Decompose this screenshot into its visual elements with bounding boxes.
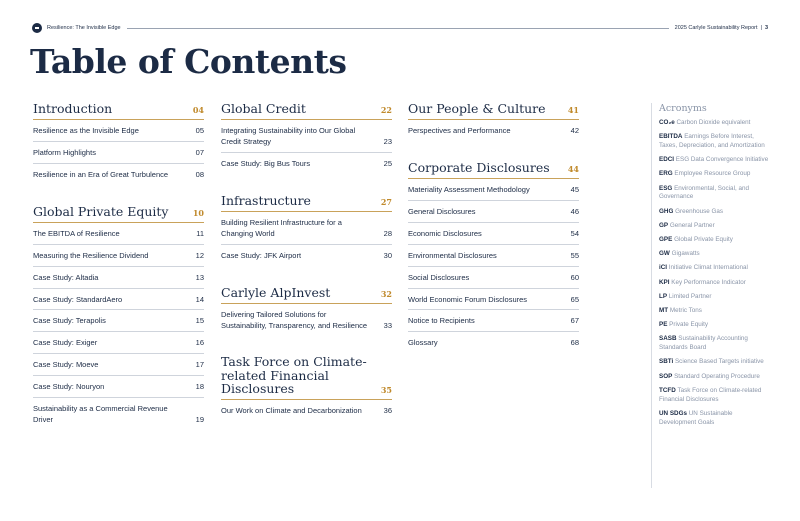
entry-title: Our Work on Climate and Decarbonization bbox=[221, 405, 362, 415]
entry-page-number: 25 bbox=[383, 158, 392, 168]
acronym-abbr: PE bbox=[659, 321, 668, 329]
acronym-definition: Standard Operating Procedure bbox=[674, 372, 760, 380]
header-rule bbox=[127, 28, 669, 29]
toc-entry[interactable] bbox=[221, 400, 392, 421]
report-section-title: Resilience: The Invisible Edge bbox=[47, 25, 121, 31]
acronym-definition: Task Force on Climate-related Financial Disclosures bbox=[659, 386, 762, 403]
acronym-item bbox=[659, 307, 769, 316]
toc-entry[interactable] bbox=[221, 212, 392, 245]
acronyms-list bbox=[659, 119, 769, 428]
section-title: Our People & Culture bbox=[408, 101, 546, 116]
acronym-abbr: MT bbox=[659, 307, 669, 315]
entry-page-number: 68 bbox=[570, 338, 579, 348]
section-page-number: 32 bbox=[380, 288, 392, 299]
acronym-item bbox=[659, 293, 769, 302]
entry-title: Social Disclosures bbox=[408, 272, 470, 282]
acronym-item bbox=[659, 250, 769, 259]
toc-entry[interactable] bbox=[221, 304, 392, 336]
toc-entry[interactable] bbox=[33, 120, 204, 142]
section-heading[interactable] bbox=[408, 102, 579, 120]
acronyms-title: Acronyms bbox=[659, 103, 707, 114]
entry-title: Case Study: Moeve bbox=[33, 360, 99, 370]
section-heading[interactable] bbox=[33, 205, 204, 223]
acronym-definition: Key Performance Indicator bbox=[671, 278, 746, 286]
entry-page-number: 23 bbox=[383, 137, 392, 146]
page-title: Table of Contents bbox=[30, 42, 347, 81]
toc-entry[interactable] bbox=[408, 201, 579, 223]
entry-title: Case Study: Big Bus Tours bbox=[221, 158, 311, 168]
entry-title: Delivering Tailored Solutions for Sustainability, Transparency, and Resilience bbox=[221, 309, 368, 330]
acronym-item bbox=[659, 358, 769, 367]
entry-title: Integrating Sustainability into Our Global Credit Strategy bbox=[221, 126, 356, 146]
acronym-item bbox=[659, 185, 769, 203]
acronym-item bbox=[659, 321, 769, 330]
carlyle-logo-icon bbox=[32, 23, 42, 33]
entry-page-number: 30 bbox=[383, 250, 392, 260]
acronym-definition: Global Private Equity bbox=[674, 236, 733, 244]
toc-entry[interactable] bbox=[33, 289, 204, 311]
toc-column-3 bbox=[408, 102, 579, 373]
acronym-definition: Environmental, Social, and Governance bbox=[659, 184, 749, 201]
acronym-abbr: UN SDGs bbox=[659, 409, 687, 417]
entry-title: Sustainability as a Commercial Revenue Driver bbox=[33, 403, 168, 424]
entry-title: World Economic Forum Disclosures bbox=[408, 294, 528, 304]
entry-title: Materiality Assessment Methodology bbox=[408, 185, 530, 195]
acronym-item bbox=[659, 208, 769, 217]
toc-entry[interactable] bbox=[408, 120, 579, 141]
entry-page-number: 54 bbox=[570, 228, 579, 238]
toc-entry[interactable] bbox=[33, 354, 204, 376]
entry-page-number: 55 bbox=[570, 250, 579, 260]
acronym-item bbox=[659, 387, 769, 405]
acronym-abbr: GPE bbox=[659, 236, 673, 244]
section-title: Introduction bbox=[33, 101, 113, 116]
entry-title: Glossary bbox=[408, 338, 438, 348]
toc-column-1 bbox=[33, 102, 204, 450]
acronym-abbr: EDCI bbox=[659, 156, 675, 164]
toc-entry[interactable] bbox=[408, 223, 579, 245]
entry-page-number: 07 bbox=[195, 148, 204, 157]
acronym-definition: Employee Resource Group bbox=[674, 170, 751, 178]
entry-title: Environmental Disclosures bbox=[408, 250, 497, 260]
entry-title: Case Study: StandardAero bbox=[33, 294, 123, 304]
acronym-item bbox=[659, 222, 769, 231]
section-page-number: 27 bbox=[380, 196, 392, 207]
section-heading[interactable] bbox=[221, 102, 392, 120]
acronym-definition: Sustainability Accounting Standards Board bbox=[659, 335, 748, 352]
toc-section-infrastructure bbox=[221, 194, 392, 266]
entry-title: Building Resilient Infrastructure for a Changing World bbox=[221, 217, 342, 238]
toc-entry[interactable] bbox=[33, 398, 204, 430]
toc-entry[interactable] bbox=[221, 153, 392, 174]
acronym-item bbox=[659, 133, 769, 151]
acronym-definition: Initiative Climat International bbox=[668, 264, 748, 272]
toc-entry[interactable] bbox=[408, 289, 579, 311]
acronym-abbr: TCFD bbox=[659, 386, 676, 394]
acronym-abbr: CO₂e bbox=[659, 119, 675, 126]
acronym-definition: General Partner bbox=[669, 221, 715, 229]
acronym-abbr: SBTi bbox=[659, 358, 674, 366]
toc-section-global-credit bbox=[221, 102, 392, 174]
entry-page-number: 11 bbox=[196, 228, 204, 238]
acronym-abbr: KPI bbox=[659, 278, 670, 286]
toc-entry[interactable] bbox=[33, 245, 204, 267]
page-number: 3 bbox=[764, 25, 768, 31]
entry-page-number: 13 bbox=[195, 272, 204, 282]
page-header bbox=[32, 22, 768, 34]
toc-section-introduction bbox=[33, 102, 204, 185]
entry-page-number: 19 bbox=[195, 414, 204, 424]
section-title: Task Force on Climate-related Financial Disclosures bbox=[221, 354, 367, 396]
entry-title: Perspectives and Performance bbox=[408, 126, 511, 136]
acronym-abbr: GHG bbox=[659, 207, 674, 215]
entry-page-number: 33 bbox=[383, 320, 392, 330]
entry-title: Measuring the Resilience Dividend bbox=[33, 250, 149, 260]
acronyms-panel bbox=[651, 103, 769, 488]
acronym-item bbox=[659, 236, 769, 245]
acronym-abbr: GW bbox=[659, 250, 670, 258]
toc-entry[interactable] bbox=[408, 310, 579, 332]
section-page-number: 35 bbox=[380, 384, 392, 395]
entry-page-number: 28 bbox=[383, 228, 392, 238]
toc-section-global-private-equity bbox=[33, 205, 204, 430]
entry-page-number: 14 bbox=[195, 294, 204, 304]
entry-title: Resilience as the Invisible Edge bbox=[33, 126, 139, 136]
entry-title: General Disclosures bbox=[408, 207, 476, 216]
header-separator: | bbox=[760, 25, 762, 31]
toc-entry[interactable] bbox=[33, 332, 204, 354]
entry-page-number: 60 bbox=[570, 272, 579, 282]
section-heading[interactable] bbox=[33, 102, 204, 120]
entry-page-number: 67 bbox=[570, 316, 579, 326]
acronym-definition: UN Sustainable Development Goals bbox=[659, 409, 733, 426]
entry-title: The EBITDA of Resilience bbox=[33, 228, 120, 238]
section-page-number: 22 bbox=[380, 105, 392, 116]
entry-title: Case Study: Exiger bbox=[33, 338, 98, 348]
toc-entry[interactable] bbox=[33, 267, 204, 289]
toc-entry[interactable] bbox=[408, 179, 579, 201]
acronym-definition: Metric Tons bbox=[669, 307, 702, 315]
entry-title: Platform Highlights bbox=[33, 148, 96, 157]
entry-title: Economic Disclosures bbox=[408, 228, 482, 238]
section-title: Global Private Equity bbox=[33, 203, 169, 219]
entry-page-number: 05 bbox=[195, 126, 204, 136]
acronym-item bbox=[659, 279, 769, 288]
acronym-abbr: GP bbox=[659, 221, 669, 229]
entry-page-number: 36 bbox=[383, 405, 392, 415]
entry-page-number: 65 bbox=[570, 294, 579, 304]
toc-entry[interactable] bbox=[408, 245, 579, 267]
acronym-definition: Private Equity bbox=[669, 321, 709, 329]
section-heading[interactable] bbox=[408, 161, 579, 179]
toc-entry[interactable] bbox=[221, 120, 392, 153]
report-title bbox=[675, 25, 768, 31]
acronym-abbr: ESG bbox=[659, 184, 673, 192]
toc-section-carlyle-alpinvest bbox=[221, 286, 392, 336]
acronym-abbr: LP bbox=[659, 292, 668, 300]
section-title: Infrastructure bbox=[221, 192, 311, 208]
acronym-item bbox=[659, 170, 769, 179]
entry-page-number: 46 bbox=[570, 207, 579, 216]
entry-page-number: 12 bbox=[195, 250, 204, 260]
toc-entry[interactable] bbox=[408, 267, 579, 289]
toc-section-task-force-on-climate-related-financial-disclosures bbox=[221, 355, 392, 420]
section-heading[interactable] bbox=[221, 194, 392, 212]
section-title: Corporate Disclosures bbox=[408, 160, 550, 175]
entry-page-number: 18 bbox=[195, 382, 204, 391]
acronym-definition: ESG Data Convergence Initiative bbox=[675, 156, 769, 164]
acronym-abbr: SOP bbox=[659, 372, 673, 380]
section-heading[interactable] bbox=[221, 355, 392, 399]
section-page-number: 10 bbox=[192, 207, 204, 218]
entry-title: Case Study: JFK Airport bbox=[221, 250, 302, 260]
acronym-abbr: SASB bbox=[659, 335, 677, 343]
toc-entry[interactable] bbox=[33, 223, 204, 245]
report-name: 2025 Carlyle Sustainability Report bbox=[674, 25, 758, 31]
entry-page-number: 08 bbox=[195, 169, 204, 179]
section-page-number: 41 bbox=[567, 105, 579, 116]
acronym-definition: Science Based Targets initiative bbox=[674, 358, 764, 366]
entry-title: Resilience in an Era of Great Turbulence bbox=[33, 169, 169, 179]
entry-title: Notice to Recipients bbox=[408, 316, 475, 326]
acronym-definition: Greenhouse Gas bbox=[675, 207, 724, 215]
acronym-abbr: ERG bbox=[659, 170, 673, 178]
section-page-number: 04 bbox=[192, 105, 204, 116]
entry-page-number: 17 bbox=[195, 360, 204, 370]
entry-title: Case Study: Altadia bbox=[33, 272, 99, 282]
acronym-abbr: EBITDA bbox=[659, 133, 683, 141]
entry-title: Case Study: Nouryon bbox=[33, 382, 105, 391]
acronym-item bbox=[659, 264, 769, 273]
toc-entry[interactable] bbox=[33, 142, 204, 164]
toc-column-2 bbox=[221, 102, 392, 441]
acronym-item bbox=[659, 373, 769, 382]
acronym-item bbox=[659, 119, 769, 128]
toc-entry[interactable] bbox=[33, 164, 204, 185]
acronym-abbr: iCI bbox=[659, 264, 668, 272]
entry-page-number: 42 bbox=[570, 126, 579, 136]
toc-section-corporate-disclosures bbox=[408, 161, 579, 353]
section-page-number: 44 bbox=[567, 164, 579, 175]
entry-page-number: 15 bbox=[195, 316, 204, 326]
section-title: Global Credit bbox=[221, 101, 306, 116]
entry-page-number: 45 bbox=[570, 185, 579, 195]
acronym-definition: Earnings Before Interest, Taxes, Depreciation, and Amortization bbox=[659, 133, 765, 150]
acronym-item bbox=[659, 410, 769, 428]
acronym-item bbox=[659, 156, 769, 165]
section-heading[interactable] bbox=[221, 286, 392, 304]
toc-section-our-people-culture bbox=[408, 102, 579, 141]
toc-entry[interactable] bbox=[33, 376, 204, 398]
acronym-definition: Carbon Dioxide equivalent bbox=[676, 119, 751, 126]
toc-entry[interactable] bbox=[33, 310, 204, 332]
acronym-definition: Gigawatts bbox=[671, 250, 700, 258]
entry-page-number: 16 bbox=[195, 338, 204, 348]
entry-title: Case Study: Terapolis bbox=[33, 316, 106, 326]
acronym-definition: Limited Partner bbox=[668, 292, 712, 300]
toc-entry[interactable] bbox=[408, 332, 579, 353]
toc-entry[interactable] bbox=[221, 245, 392, 266]
acronym-item bbox=[659, 335, 769, 353]
section-title: Carlyle AlpInvest bbox=[221, 284, 331, 300]
